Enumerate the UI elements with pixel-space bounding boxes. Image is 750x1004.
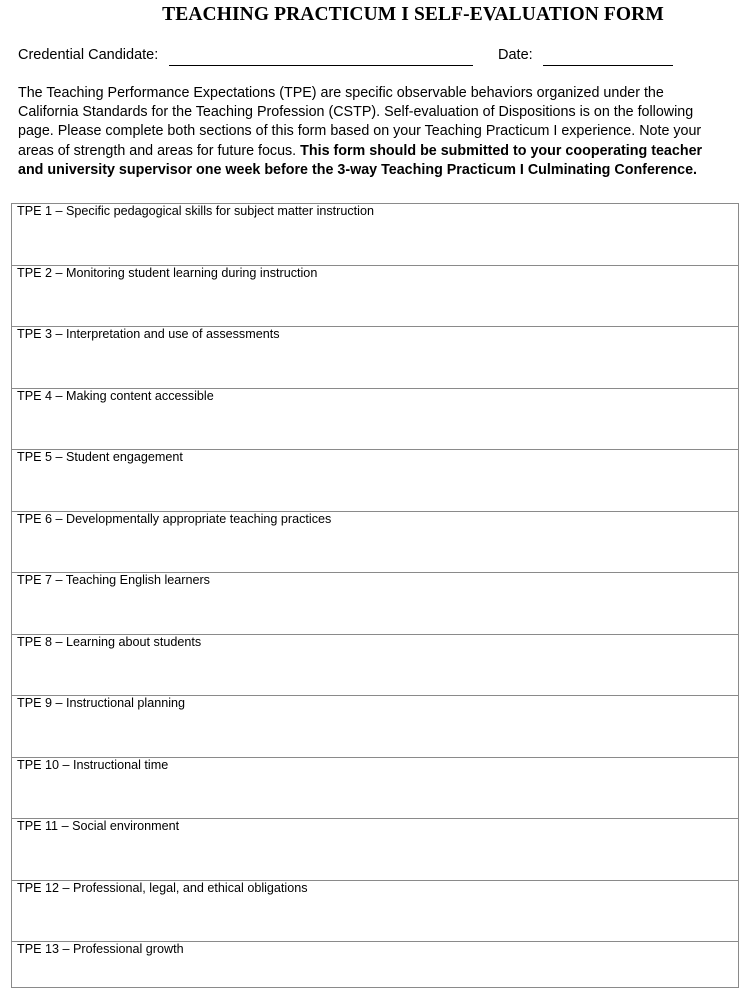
- tpe-label: TPE 6 – Developmentally appropriate teaching practices: [17, 511, 332, 526]
- candidate-field[interactable]: [169, 65, 473, 66]
- form-title: TEACHING PRACTICUM I SELF-EVALUATION FORM: [162, 4, 664, 25]
- tpe-row-11[interactable]: [12, 819, 738, 881]
- tpe-row-4[interactable]: [12, 389, 738, 451]
- tpe-label: TPE 7 – Teaching English learners: [17, 573, 210, 588]
- instructions-text: The Teaching Performance Expectations (TPE) are specific observable behaviors organized under the California Standards for the Teaching Profession (CSTP). Self-evaluation of Dispositions is on the following page. Please complete both sections of this form based on your Teaching Practicum I experience. Note your areas of strength and areas for future focus.: [18, 85, 702, 159]
- tpe-label: TPE 4 – Making content accessible: [17, 388, 214, 403]
- date-field[interactable]: [543, 65, 673, 66]
- tpe-label: TPE 12 – Professional, legal, and ethical obligations: [17, 880, 308, 895]
- tpe-label: TPE 11 – Social environment: [17, 819, 180, 834]
- tpe-row-9[interactable]: [12, 696, 738, 758]
- tpe-row-5[interactable]: [12, 450, 738, 512]
- instructions-bold-text: This form should be submitted to your cooperating teacher and university supervisor one week before the 3-way Teaching Practicum I Culminating Conference.: [18, 142, 703, 178]
- tpe-label: TPE 8 – Learning about students: [17, 634, 202, 649]
- tpe-row-3[interactable]: [12, 327, 738, 389]
- tpe-row-6[interactable]: [12, 512, 738, 574]
- tpe-row-10[interactable]: [12, 758, 738, 820]
- tpe-label: TPE 13 – Professional growth: [17, 942, 184, 957]
- tpe-label: TPE 9 – Instructional planning: [17, 696, 186, 711]
- tpe-row-13[interactable]: [12, 942, 738, 1004]
- tpe-label: TPE 3 – Interpretation and use of assessments: [17, 327, 280, 342]
- tpe-row-8[interactable]: [12, 635, 738, 697]
- tpe-row-1[interactable]: [12, 204, 738, 266]
- tpe-label: TPE 5 – Student engagement: [17, 450, 183, 465]
- date-label: Date:: [498, 47, 533, 63]
- tpe-row-12[interactable]: [12, 881, 738, 943]
- tpe-table: [11, 203, 739, 988]
- candidate-date-row: [18, 47, 738, 69]
- tpe-row-7[interactable]: [12, 573, 738, 635]
- tpe-label: TPE 1 – Specific pedagogical skills for subject matter instruction: [17, 204, 374, 218]
- instructions-paragraph: [18, 84, 718, 180]
- tpe-label: TPE 2 – Monitoring student learning during instruction: [17, 265, 318, 280]
- candidate-label: Credential Candidate:: [18, 47, 159, 63]
- tpe-row-2[interactable]: [12, 266, 738, 328]
- tpe-label: TPE 10 – Instructional time: [17, 757, 169, 772]
